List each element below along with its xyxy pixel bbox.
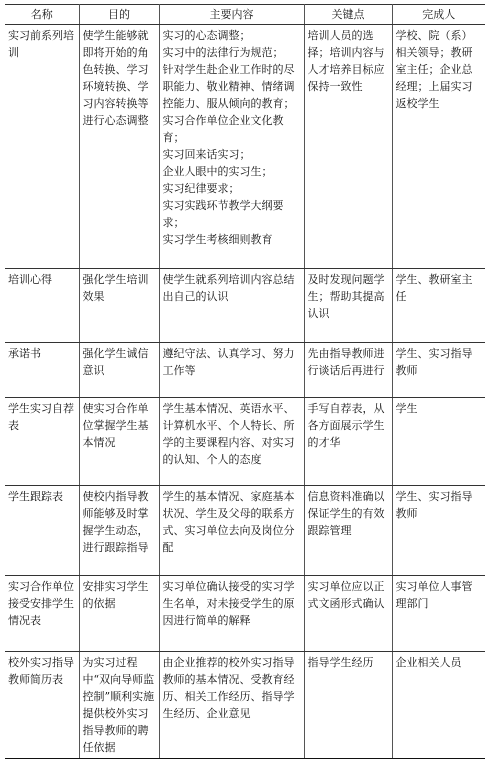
table-row bbox=[5, 25, 485, 269]
cell-person: 学生、实习指导教师 bbox=[392, 343, 485, 398]
cell-person: 学生、实习指导教师 bbox=[392, 486, 485, 576]
cell-purpose: 强化学生诚信意识 bbox=[79, 343, 159, 398]
table-body bbox=[5, 25, 485, 759]
header-content: 主要内容 bbox=[159, 5, 304, 25]
header-person: 完成人 bbox=[392, 5, 485, 25]
internship-table bbox=[5, 4, 485, 759]
content-line: 实习回来话实习； bbox=[162, 148, 251, 161]
cell-key-points: 信息资料准确以保证学生的有效跟踪管理 bbox=[304, 486, 392, 576]
cell-name: 培训心得 bbox=[5, 269, 79, 343]
cell-person: 学生 bbox=[392, 398, 485, 486]
cell-key-points: 指导学生经历 bbox=[304, 652, 392, 759]
cell-content: 由企业推荐的校外实习指导教师的基本情况、受教育经历、相关工作经历、指导学生经历、企业意见 bbox=[159, 652, 304, 759]
cell-purpose: 为实习过程中“双向导师监控制”顺利实施提供校外实习指导教师的聘任依据 bbox=[79, 652, 159, 759]
table-row bbox=[5, 576, 485, 652]
cell-key-points: 实习单位应以正式文函形式确认 bbox=[304, 576, 392, 652]
cell-key-points: 手写自荐表，从各方面展示学生的才华 bbox=[304, 398, 392, 486]
cell-purpose: 使实习合作单位掌握学生基本情况 bbox=[79, 398, 159, 486]
cell-content bbox=[159, 25, 304, 269]
table-row bbox=[5, 343, 485, 398]
cell-content: 学生基本情况、英语水平、计算机水平、个人特长、所学的主要课程内容、对实习的认知、个人的态度 bbox=[159, 398, 304, 486]
cell-purpose: 使学生能够就即将开始的角色转换、学习环境转换、学习内容转换等进行心态调整 bbox=[79, 25, 159, 269]
content-line: 实习学生考核细则教育 bbox=[162, 233, 273, 246]
cell-key-points: 先由指导教师进行谈话后再进行 bbox=[304, 343, 392, 398]
cell-content: 学生的基本情况、家庭基本状况、学生及父母的联系方式、实习单位去向及岗位分配 bbox=[159, 486, 304, 576]
cell-name: 实习前系列培训 bbox=[5, 25, 79, 269]
cell-key-points: 培训人员的选择；培训内容与人才培养目标应保持一致性 bbox=[304, 25, 392, 269]
cell-key-points: 及时发现问题学生；帮助其提高认识 bbox=[304, 269, 392, 343]
cell-purpose: 使校内指导教师能够及时掌握学生动态，进行跟踪指导 bbox=[79, 486, 159, 576]
table-row bbox=[5, 398, 485, 486]
cell-name: 承诺书 bbox=[5, 343, 79, 398]
cell-content: 遵纪守法、认真学习、努力工作等 bbox=[159, 343, 304, 398]
cell-content: 实习单位确认接受的实习学生名单，对未接受学生的原因进行简单的解释 bbox=[159, 576, 304, 652]
cell-person: 学生、教研室主任 bbox=[392, 269, 485, 343]
header-row bbox=[5, 5, 485, 25]
cell-person: 学校、院（系）相关领导；教研室主任；企业总经理；上届实习返校学生 bbox=[392, 25, 485, 269]
content-line: 针对学生赴企业工作时的尽职能力、敬业精神、情绪调控能力、服从倾向的教育； bbox=[162, 63, 295, 110]
cell-person: 企业相关人员 bbox=[392, 652, 485, 759]
cell-name: 学生跟踪表 bbox=[5, 486, 79, 576]
cell-purpose: 强化学生培训效果 bbox=[79, 269, 159, 343]
header-key-points: 关键点 bbox=[304, 5, 392, 25]
table-row bbox=[5, 269, 485, 343]
cell-content: 使学生就系列培训内容总结出自己的认识 bbox=[159, 269, 304, 343]
table-row bbox=[5, 486, 485, 576]
content-line: 实习合作单位企业文化教育； bbox=[162, 114, 284, 144]
content-line: 企业人眼中的实习生； bbox=[162, 165, 273, 178]
cell-person: 实习单位人事管理部门 bbox=[392, 576, 485, 652]
content-line: 实习中的法律行为规范； bbox=[162, 46, 284, 59]
table-header bbox=[5, 5, 485, 25]
cell-purpose: 安排实习学生的依据 bbox=[79, 576, 159, 652]
cell-name: 校外实习指导教师简历表 bbox=[5, 652, 79, 759]
cell-name: 实习合作单位接受安排学生情况表 bbox=[5, 576, 79, 652]
cell-name: 学生实习自荐表 bbox=[5, 398, 79, 486]
content-line: 实习的心态调整； bbox=[162, 29, 251, 42]
header-purpose: 目的 bbox=[79, 5, 159, 25]
content-line: 实习纪律要求； bbox=[162, 182, 240, 195]
content-line: 实习实践环节教学大纲要求； bbox=[162, 199, 284, 229]
header-name: 名称 bbox=[5, 5, 79, 25]
table-row bbox=[5, 652, 485, 759]
